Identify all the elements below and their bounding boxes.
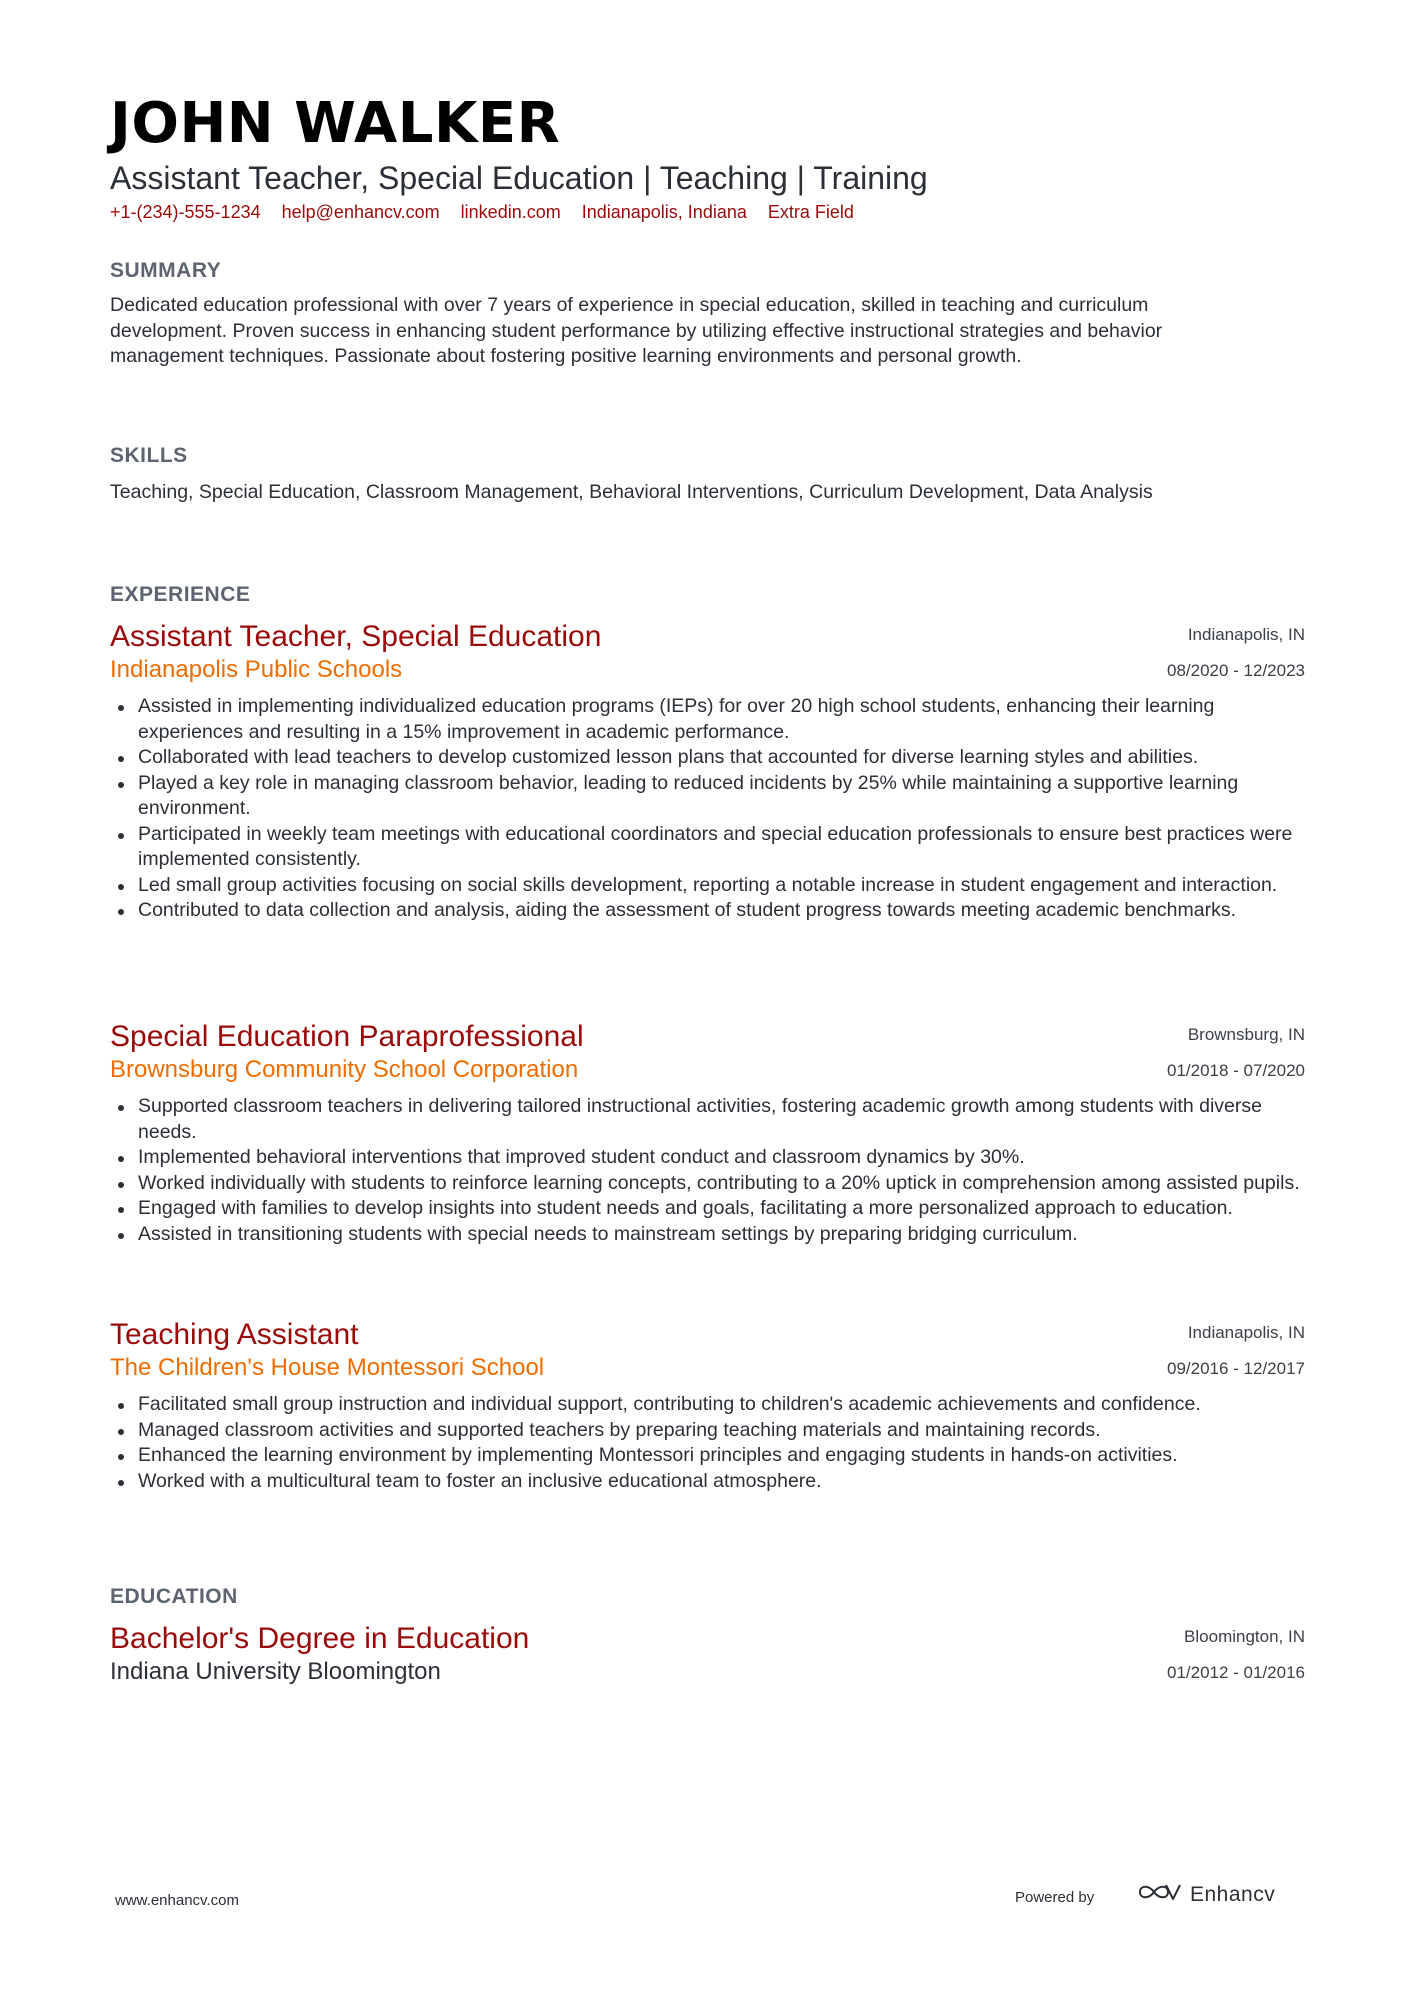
enhancv-logo-icon	[1136, 1880, 1182, 1909]
bullet-item: Enhanced the learning environment by implementing Montessori principles and engaging students in hands-on activities.	[110, 1443, 1305, 1469]
company-name: The Children's House Montessori School	[110, 1354, 545, 1381]
school-name: Indiana University Bloomington	[110, 1658, 441, 1685]
job-title: Special Education Paraprofessional	[110, 1020, 584, 1053]
bullet-item: Supported classroom teachers in delivering tailored instructional activities, fostering academic growth among students with diverse needs.	[110, 1094, 1305, 1145]
job-bullets	[110, 1094, 1305, 1247]
job-location: Indianapolis, IN	[1187, 1323, 1305, 1342]
contact-email[interactable]: help@enhancv.com	[281, 202, 440, 222]
bullet-item: Assisted in transitioning students with special needs to mainstream settings by preparing bridging curriculum.	[110, 1222, 1305, 1248]
contact-linkedin[interactable]: linkedin.com	[460, 202, 561, 222]
bullet-item: Led small group activities focusing on social skills development, reporting a notable increase in student engagement and interaction.	[110, 873, 1305, 899]
summary-text: Dedicated education professional with over 7 years of experience in special education, skilled in teaching and curriculum development. Proven success in enhancing student performance by utilizing effective instructional strategies and behavior management techniques. Passionate about fostering positive learning environments and personal growth.	[110, 294, 1163, 367]
bullet-item: Assisted in implementing individualized education programs (IEPs) for over 20 high school students, enhancing their learning experiences and resulting in a 15% improvement in academic performance.	[110, 694, 1305, 745]
job-bullets	[110, 1392, 1305, 1494]
company-name: Indianapolis Public Schools	[110, 656, 403, 683]
skills-title: SKILLS	[110, 444, 188, 467]
bullet-item: Worked with a multicultural team to foster an inclusive educational atmosphere.	[110, 1469, 1305, 1495]
company-name: Brownsburg Community School Corporation	[110, 1056, 579, 1083]
bullet-item: Implemented behavioral interventions that improved student conduct and classroom dynamics by 30%.	[110, 1145, 1305, 1171]
education-title: EDUCATION	[110, 1585, 238, 1608]
summary-title: SUMMARY	[110, 259, 222, 282]
brand-name: Enhancv	[1190, 1882, 1276, 1906]
school-dates: 01/2012 - 01/2016	[1166, 1663, 1305, 1682]
contact-location: Indianapolis, Indiana	[581, 202, 747, 222]
bullet-item: Collaborated with lead teachers to develop customized lesson plans that accounted for diverse learning styles and abilities.	[110, 745, 1305, 771]
job-location: Brownsburg, IN	[1187, 1025, 1305, 1044]
contact-phone[interactable]: +1-(234)-555-1234	[110, 202, 261, 222]
candidate-headline: Assistant Teacher, Special Education | Teaching | Training	[110, 160, 928, 196]
job-bullets	[110, 694, 1305, 924]
experience-title: EXPERIENCE	[110, 583, 251, 606]
bullet-item: Worked individually with students to reinforce learning concepts, contributing to a 20% uptick in comprehension among assisted pupils.	[110, 1171, 1305, 1197]
job-dates: 01/2018 - 07/2020	[1166, 1061, 1305, 1080]
enhancv-brand[interactable]	[1136, 1880, 1275, 1909]
bullet-item: Participated in weekly team meetings with educational coordinators and special education professionals to ensure best practices were implemented consistently.	[110, 822, 1305, 873]
job-title: Teaching Assistant	[110, 1318, 359, 1351]
job-title: Assistant Teacher, Special Education	[110, 620, 602, 653]
job-dates: 09/2016 - 12/2017	[1166, 1359, 1305, 1378]
skills-text: Teaching, Special Education, Classroom Management, Behavioral Interventions, Curriculum Development, Data Analysis	[110, 481, 1153, 503]
contact-extra-field: Extra Field	[767, 202, 854, 222]
job-dates: 08/2020 - 12/2023	[1166, 661, 1305, 680]
bullet-item: Played a key role in managing classroom behavior, leading to reduced incidents by 25% while maintaining a supportive learning environment.	[110, 771, 1305, 822]
job-location: Indianapolis, IN	[1187, 625, 1305, 644]
bullet-item: Contributed to data collection and analysis, aiding the assessment of student progress towards meeting academic benchmarks.	[110, 898, 1305, 924]
degree-title: Bachelor's Degree in Education	[110, 1622, 530, 1655]
powered-by-label: Powered by	[1015, 1889, 1095, 1906]
contact-bar	[110, 203, 870, 221]
candidate-name: JOHN WALKER	[110, 91, 561, 156]
bullet-item: Facilitated small group instruction and individual support, contributing to children's academic achievements and confidence.	[110, 1392, 1305, 1418]
bullet-item: Managed classroom activities and supported teachers by preparing teaching materials and maintaining records.	[110, 1418, 1305, 1444]
footer-url[interactable]: www.enhancv.com	[115, 1892, 239, 1909]
bullet-item: Engaged with families to develop insights into student needs and goals, facilitating a more personalized approach to education.	[110, 1196, 1305, 1222]
school-location: Bloomington, IN	[1184, 1627, 1305, 1646]
